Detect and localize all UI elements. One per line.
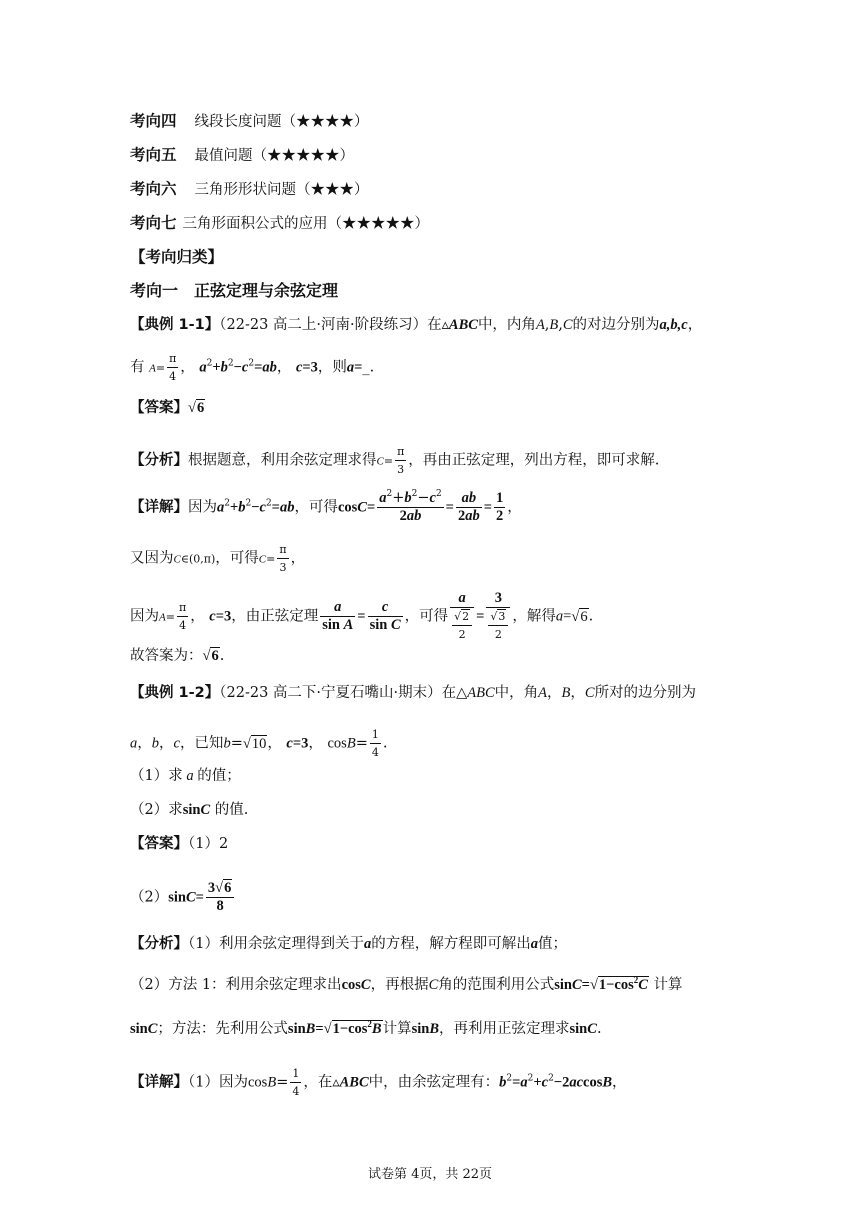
answer-1-2-part2: （2）sinC= $\frac{3√6}{8}$ xyxy=(130,880,236,915)
example-1-1-conditions: 有 A= $\frac{\pi}{4}$ ， $a^2+b^2-c^2=ab$， c=3，则a=_. xyxy=(130,352,375,383)
example-1-1-stem: 【典例 1-1】（22-23 高二上·河南·阶段练习）在▵ABC中，内角A,B,C的对边分别为a,b,c， xyxy=(130,317,703,333)
section-title: 考向一 正弦定理与余弦定理 xyxy=(130,281,339,300)
answer-1-1: 【答案】√6 xyxy=(130,400,205,416)
therefore-1-1: 故答案为：√6. xyxy=(130,648,225,664)
detail-1-2-line1: 【详解】（1）因为cosB= $\frac{1}{4}$ ，在▵ABC中，由余弦定理有：$b^2=a^2+c^2-2accosB$， xyxy=(130,1067,627,1098)
direction-item: 考向五 最值问题（★★★★★） xyxy=(130,146,355,164)
direction-item: 考向七 三角形面积公式的应用（★★★★★） xyxy=(130,214,430,232)
example-1-2-stem: 【典例 1-2】（22-23 高二下·宁夏石嘴山·期末）在△ABC中，角A，B，C所对的边分别为 xyxy=(130,685,697,701)
analysis-1-2-method2: sinC；方法：先利用公式$\sin B=√1-\cos^2B$计算sinB，再利用正弦定理求sinC. xyxy=(130,1019,602,1037)
analysis-1-2: 【分析】（1）利用余弦定理得到关于a的方程，解方程即可解出a值； xyxy=(130,936,567,952)
question-1: （1）求 a 的值； xyxy=(130,768,241,784)
answer-1-2: 【答案】（1）2 xyxy=(130,836,229,852)
category-heading: 【考向归类】 xyxy=(130,248,224,266)
detail-1-1-line3: 因为A= $\frac{\pi}{4}$ ， c=3，由正弦定理 $\frac{a}{\text{sin A}}$ = $\frac{c}{\text{sin C}}$ ，可得 $\frac{a}{\frac{√2}{2}}$ = $\frac{3}{\frac{√3}{2}}$ ，解得a=√6. xyxy=(130,590,594,641)
detail-1-1-line2: 又因为C∈(0,π)，可得C= $\frac{\pi}{3}$ ， xyxy=(130,543,306,574)
direction-item: 考向四 线段长度问题（★★★★） xyxy=(130,112,369,130)
analysis-1-2-method1: （2）方法 1：利用余弦定理求出cosC，再根据C角的范围利用公式$\sin C=√1-\cos^2C$ 计算 xyxy=(130,975,683,993)
example-1-2-conditions: a，b，c，已知b=√10， c=3， cosB= $\frac{1}{4}$ . xyxy=(130,728,388,759)
page-footer: 试卷第 4页，共 22页 xyxy=(367,1167,493,1182)
direction-item: 考向六 三角形形状问题（★★★） xyxy=(130,180,369,198)
detail-1-1-line1: 【详解】因为$a^2+b^2-c^2=ab$，可得cosC= $\frac{a^2+b^2-c^2}{2ab}$ = $\frac{ab}{2ab}$ = $\frac{1}{2}$ ， xyxy=(130,489,522,524)
analysis-1-1: 【分析】根据题意，利用余弦定理求得C= $\frac{\pi}{3}$ ，再由正弦定理，列出方程，即可求解. xyxy=(130,445,660,476)
question-2: （2）求sinC 的值. xyxy=(130,802,249,818)
